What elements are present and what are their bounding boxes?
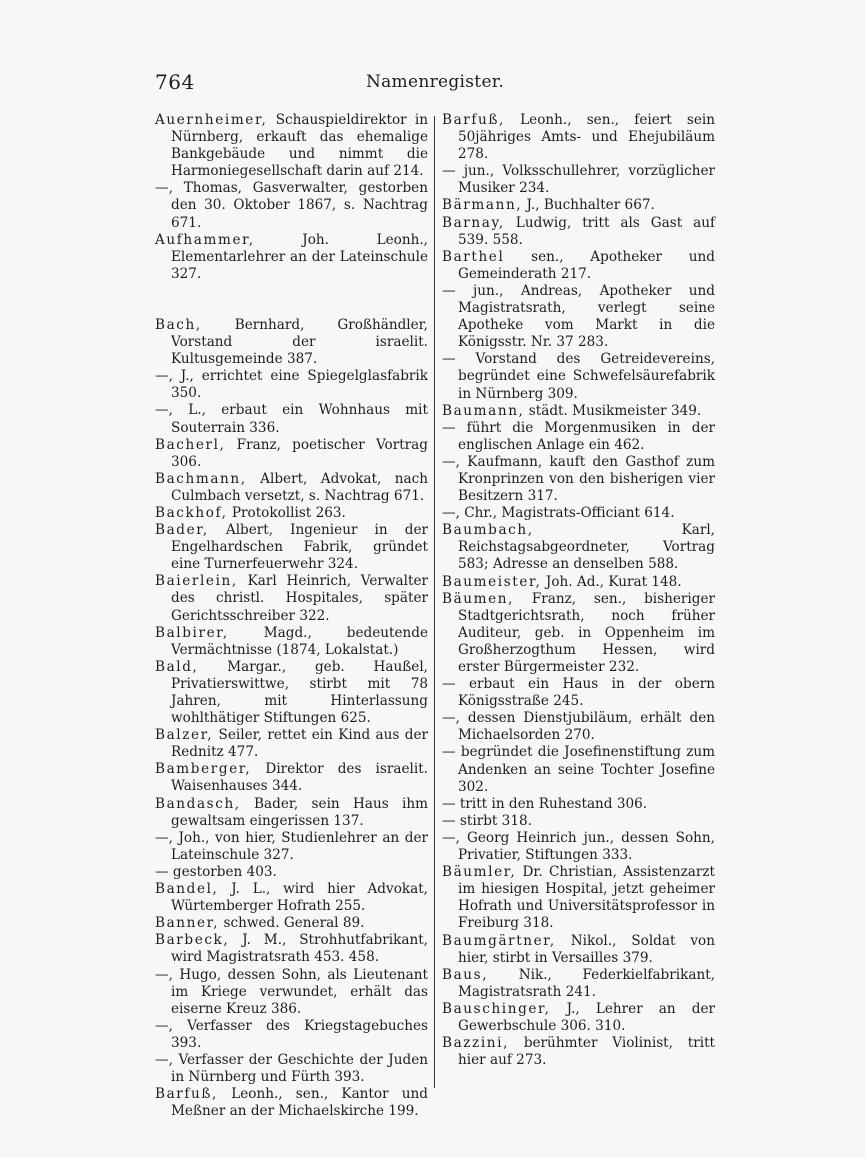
index-entry <box>155 915 428 932</box>
entry-text: —, L., erbaut ein Wohnhaus mit Souterrain 336. <box>155 402 428 436</box>
index-entry <box>155 180 428 231</box>
index-entry <box>155 796 428 830</box>
entry-text: Schauspieldirektor in Nürnberg, erkauft das ehemalige Bankgebäude und nimmt die Harmoniegesellschaft darin auf 214. <box>171 112 428 180</box>
entry-name: Bald, <box>155 658 199 675</box>
index-entry <box>442 197 715 214</box>
index-entry <box>155 967 428 1018</box>
index-entry <box>155 522 428 573</box>
entry-text: —, Verfasser des Kriegstagebuches 393. <box>155 1017 428 1051</box>
index-entry <box>155 1086 428 1120</box>
entry-name: Baierlein, <box>155 573 238 590</box>
index-entry <box>442 591 715 676</box>
entry-text: — Vorstand des Getreidevereins, begründet eine Schwefelsäurefabrik in Nürnberg 309. <box>442 351 715 402</box>
entry-name: Bachmann, <box>155 470 247 487</box>
left-column <box>155 112 428 1120</box>
index-entry <box>442 283 715 351</box>
entry-text: Seiler, rettet ein Kind aus der Rednitz 477. <box>171 727 428 761</box>
entry-text: Albert, Advokat, nach Culmbach versetzt, s. Nachtrag 671. <box>171 470 428 504</box>
entry-text: — begründet die Josefinenstiftung zum Andenken an seine Tochter Josefine 302. <box>442 744 715 795</box>
entry-name: Balbirer, <box>155 624 229 641</box>
right-column <box>442 112 715 1069</box>
entry-text: — tritt in den Ruhestand 306. <box>442 795 648 812</box>
index-entry <box>442 1035 715 1069</box>
entry-text: berühmter Violinist, tritt hier auf 273. <box>458 1035 715 1069</box>
entry-name: Barnay, <box>442 214 505 231</box>
entry-text: — erbaut ein Haus in der obern Königsstraße 245. <box>442 676 715 710</box>
entry-name: Baumann, <box>442 402 525 419</box>
entry-text: Dr. Christian, Assistenzarzt im hiesigen Hospital, jetzt geheimer Hofrath und Universitätsprofessor in Freiburg 318. <box>458 864 715 932</box>
index-entry <box>155 830 428 864</box>
entry-name: Bacherl, <box>155 436 226 453</box>
entry-text: städt. Musikmeister 349. <box>524 402 702 419</box>
entry-text: Protokollist 263. <box>227 504 346 521</box>
index-entry <box>155 625 428 659</box>
index-entry <box>442 933 715 967</box>
entry-text: Margar., geb. Haußel, Privatierswittwe, stirbt mit 78 Jahren, mit Hinterlassung wohlthätiger Stiftungen 625. <box>171 658 428 727</box>
entry-text: —, Joh., von hier, Studienlehrer an der Lateinschule 327. <box>155 829 428 863</box>
entry-name: Barfuß, <box>442 112 505 128</box>
entry-text: Joh. Leonh., Elementarlehrer an der Lateinschule 327. <box>171 231 428 282</box>
entry-text: Franz, sen., bisheriger Stadtgerichtsrath, noch früher Auditeur, geb. in Oppenheim im Großherzogthum Hessen, wird erster Bürgermeister 232. <box>458 590 715 675</box>
entry-text: —, Thomas, Gasverwalter, gestorben den 30. Oktober 1867, s. Nachtrag 671. <box>155 180 428 231</box>
entry-text: —, Kaufmann, kauft den Gasthof zum Kronprinzen von den bisherigen vier Besitzern 317. <box>442 453 715 505</box>
entry-name: Aufhammer, <box>155 231 255 248</box>
entry-name: Bäumen, <box>442 590 515 607</box>
index-entry <box>442 864 715 932</box>
entry-text: sen., Apotheker und Gemeinderath 217. <box>458 248 715 282</box>
entry-text: —, Hugo, dessen Sohn, als Lieutenant im Kriege verwundet, erhält das eiserne Kreuz 386. <box>155 966 428 1017</box>
entry-name: Bandel, <box>155 881 219 898</box>
index-entry <box>155 232 428 283</box>
entry-text: Franz, poetischer Vortrag 306. <box>171 436 428 470</box>
index-entry <box>442 403 715 420</box>
running-head <box>155 70 715 94</box>
entry-name: Baumgärtner, <box>442 932 556 949</box>
entry-name: Bärmann, <box>442 197 523 214</box>
entry-name: Baumeister, <box>442 573 542 590</box>
index-entry <box>442 505 715 522</box>
index-entry <box>442 813 715 830</box>
index-entry <box>442 215 715 249</box>
index-entry <box>442 967 715 1001</box>
entry-text: Magd., bedeutende Vermächtnisse (1874, Lokalstat.) <box>171 624 428 658</box>
entry-text: Albert, Ingenieur in der Engelhardschen Fabrik, gründet eine Turnerfeuerwehr 324. <box>171 522 428 573</box>
index-entry <box>155 573 428 624</box>
index-entry <box>155 881 428 915</box>
index-entry <box>442 574 715 591</box>
entry-text: Bernhard, Großhändler, Vorstand der israelit. Kultusgemeinde 387. <box>171 316 428 368</box>
index-entry <box>442 249 715 283</box>
entry-text: Ludwig, tritt als Gast auf 539. 558. <box>458 214 715 248</box>
index-entry <box>155 1018 428 1052</box>
entry-text: — führt die Morgenmusiken in der englischen Anlage ein 462. <box>442 419 715 453</box>
entry-text: —, Chr., Magistrats-Officiant 614. <box>442 505 675 522</box>
index-entry <box>442 163 715 197</box>
entry-text: — jun., Andreas, Apotheker und Magistratsrath, verlegt seine Apotheke vom Markt in die Königsstr. Nr. 37 283. <box>442 282 715 351</box>
index-entry <box>442 830 715 864</box>
index-entry <box>442 710 715 744</box>
entry-name: Bäumler, <box>442 864 517 881</box>
entry-name: Backhof, <box>155 504 228 521</box>
entry-name: Bauschinger, <box>442 1000 551 1017</box>
entry-text: —, Georg Heinrich jun., dessen Sohn, Privatier, Stiftungen 333. <box>442 829 715 864</box>
entry-name: Bach, <box>155 316 202 333</box>
entry-name: Baumbach, <box>442 522 534 539</box>
entry-text: — gestorben 403. <box>155 863 277 880</box>
index-entry <box>155 659 428 727</box>
index-entry <box>155 368 428 402</box>
index-entry <box>442 1001 715 1035</box>
entry-text: Leonh., sen., Kantor und Meßner an der Michaelskirche 199. <box>171 1086 428 1120</box>
entry-text: Leonh., sen., feiert sein 50jähriges Amts- und Ehejubiläum 278. <box>458 112 715 163</box>
index-entry <box>155 402 428 436</box>
entry-text: —, Verfasser der Geschichte der Juden in Nürnberg und Fürth 393. <box>155 1051 428 1086</box>
index-entry <box>155 112 428 180</box>
index-entry <box>155 471 428 505</box>
index-entry <box>155 437 428 471</box>
entry-name: Barbeck, <box>155 932 230 949</box>
index-entry <box>442 676 715 710</box>
entry-text: Joh. Ad., Kurat 148. <box>541 573 682 590</box>
entry-text: schwed. General 89. <box>219 915 365 932</box>
entry-text: Karl Heinrich, Verwalter des christl. Hospitales, später Gerichtsschreiber 322. <box>171 573 428 624</box>
column-divider <box>434 116 435 1088</box>
entry-text: Nik., Federkielfabrikant, Magistratsrath 241. <box>458 966 715 1000</box>
index-entry <box>155 864 428 881</box>
section-gap <box>155 283 428 317</box>
index-entry <box>442 351 715 402</box>
entry-text: — stirbt 318. <box>442 812 532 829</box>
entry-name: Balzer, <box>155 727 214 744</box>
entry-text: J., Buchhalter 667. <box>522 197 655 214</box>
index-entry <box>155 932 428 966</box>
entry-text: J. M., Strohhutfabrikant, wird Magistratsrath 453. 458. <box>171 932 428 966</box>
index-entry <box>155 317 428 368</box>
index-entry <box>442 112 715 163</box>
entry-text: Nikol., Soldat von hier, stirbt in Versailles 379. <box>458 932 715 966</box>
entry-text: J. L., wird hier Advokat, Würtemberger Hofrath 255. <box>171 881 428 915</box>
index-entry <box>155 1052 428 1086</box>
entry-text: J., Lehrer an der Gewerbschule 306. 310. <box>458 1000 715 1034</box>
entry-text: Direktor des israelit. Waisenhauses 344. <box>171 761 428 795</box>
entry-text: —, J., errichtet eine Spiegelglasfabrik 350. <box>155 368 428 402</box>
index-entry <box>442 454 715 505</box>
entry-name: Banner, <box>155 915 220 932</box>
entry-name: Auernheimer, <box>155 112 268 128</box>
page-title: Namenregister. <box>365 72 505 92</box>
entry-name: Bazzini, <box>442 1035 509 1052</box>
entry-name: Barthel <box>442 248 505 265</box>
entry-name: Bandasch, <box>155 795 241 812</box>
entry-name: Baus, <box>442 966 489 983</box>
entry-text: Karl, Reichstagsabgeordneter, Vortrag 583; Adresse an denselben 588. <box>458 522 715 573</box>
index-entry <box>442 796 715 813</box>
entry-text: — jun., Volksschullehrer, vorzüglicher Musiker 234. <box>442 163 715 197</box>
index-columns <box>155 112 715 1120</box>
entry-name: Barfuß, <box>155 1086 218 1103</box>
index-entry <box>155 761 428 795</box>
index-entry <box>442 744 715 795</box>
index-entry <box>442 522 715 573</box>
page-number: 764 <box>155 70 195 94</box>
index-entry <box>155 727 428 761</box>
entry-text: —, dessen Dienstjubiläum, erhält den Michaelsorden 270. <box>442 710 715 744</box>
index-entry <box>155 505 428 522</box>
entry-name: Bader, <box>155 522 209 539</box>
index-entry <box>442 420 715 454</box>
entry-name: Bamberger, <box>155 761 252 778</box>
entry-text: Bader, sein Haus ihm gewaltsam eingerissen 137. <box>171 795 428 829</box>
